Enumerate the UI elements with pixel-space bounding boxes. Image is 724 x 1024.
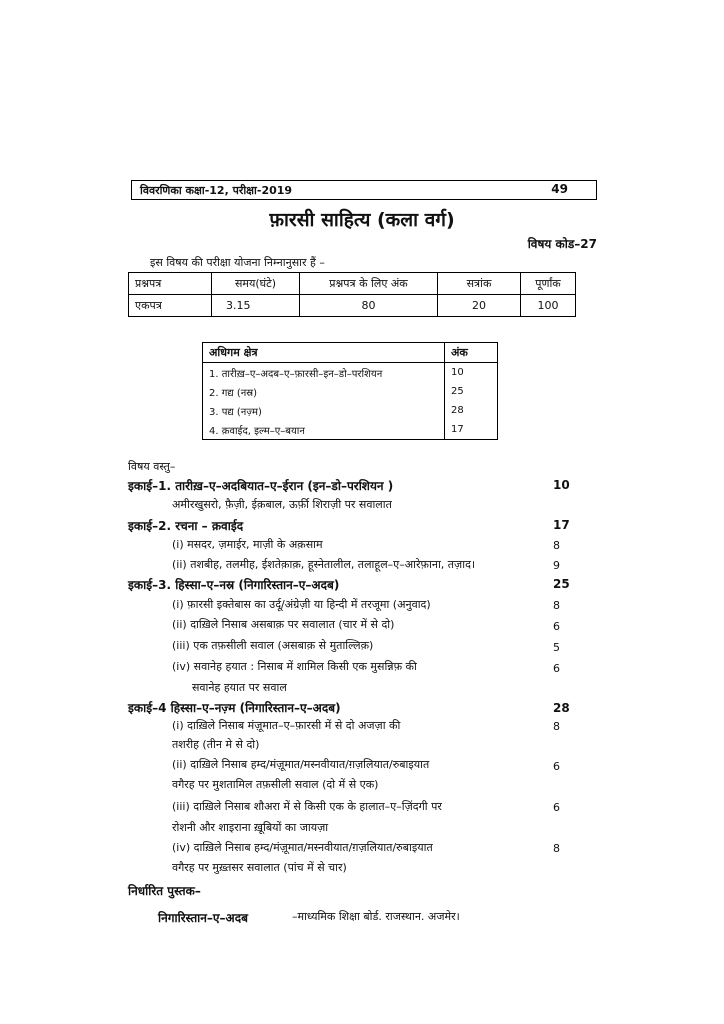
table-cell: 10 [451, 367, 464, 378]
table-cell: 80 [300, 295, 438, 317]
table-cell: समय(घंटे) [212, 273, 300, 295]
unit-2-marks: 17 [553, 518, 570, 532]
unit-1-title: इकाई–1. तारीख़–ए–अदबियात–ए–ईरान (इन–डो–परशियन ) [128, 479, 394, 493]
item-marks: 8 [553, 842, 560, 855]
unit-4-item: (iv) दाख़िले निसाब हम्द/मंज़ूमात/मस्नवीयात/ग़ज़लियात/रुबाइयात [172, 841, 433, 854]
table-cell: 3.15 [212, 295, 300, 317]
unit-3-item: (i) फ़ारसी इक्तेबास का उर्दू/अंग्रेज़ी या हिन्दी में तरजूमा (अनुवाद) [172, 598, 431, 611]
item-marks: 6 [553, 620, 560, 633]
page-title: फ़ारसी साहित्य (कला वर्ग) [269, 209, 455, 231]
page-number: 49 [551, 182, 568, 196]
unit-4-title: इकाई–4 हिस्सा–ए–नज़्म (निगारिस्तान–ए–अदब) [128, 701, 341, 715]
item-marks: 9 [553, 559, 560, 572]
unit-4-item: (ii) दाख़िले निसाब हम्द/मंज़ूमात/मस्नवीयात/ग़ज़लियात/रुबाइयात [172, 758, 430, 771]
table-header-row [203, 343, 498, 363]
unit-2-item: (ii) तशबीह, तलमीह, ईशतेक़ाक़, हूस्नेतालील, तलाहूल–ए–आरेफ़ाना, तज़ाद। [172, 558, 476, 571]
table-cell: 1. तारीख़–ए–अदब–ए–फ़ारसी–इन–डो–परशियन [203, 363, 445, 383]
table-cell: 17 [451, 424, 464, 435]
unit-4-item-cont: रोशनी और शाइराना ख़ूबियों का जायज़ा [172, 821, 329, 834]
table-row [203, 382, 498, 401]
unit-3-title: इकाई–3. हिस्सा–ए–नस्र (निगारिस्तान–ए–अदब) [128, 578, 340, 592]
unit-3-marks: 25 [553, 577, 570, 591]
table-cell: अधिगम क्षेत्र [203, 343, 445, 363]
subject-code: विषय कोड–27 [527, 237, 597, 251]
book-publisher: –माध्यमिक शिक्षा बोर्ड. राजस्थान. अजमेर। [292, 910, 460, 923]
unit-4-marks: 28 [553, 701, 570, 715]
learning-areas-table [202, 342, 498, 440]
unit-3-item: (iii) एक तफ़सीली सवाल (असबाक़ से मुताल्लिक़) [172, 639, 374, 652]
header-title: विवरणिका कक्षा-12, परीक्षा-2019 [140, 184, 293, 197]
table-cell: एकपत्र [129, 295, 212, 317]
item-marks: 6 [553, 760, 560, 773]
page-header [131, 180, 597, 200]
table-header-row [129, 273, 576, 295]
table-cell: प्रश्नपत्र [129, 273, 212, 295]
table-row [203, 420, 498, 440]
table-row [203, 401, 498, 420]
item-marks: 5 [553, 641, 560, 654]
table-cell: 2. गद्य (नस्र) [203, 382, 445, 401]
unit-3-item: (ii) दाख़िले निसाब असबाक़ पर सवालात (चार में से दो) [172, 618, 395, 631]
unit-3-item: (iv) सवानेह हयात : निसाब में शामिल किसी एक मुसन्निफ़ की [172, 660, 417, 673]
table-cell: 3. पद्य (नज़्म) [203, 401, 445, 420]
item-marks: 6 [553, 662, 560, 675]
table-cell: 4. क़वाईद, इल्म–ए–बयान [203, 420, 445, 440]
unit-3-item-cont: सवानेह हयात पर सवाल [192, 681, 287, 694]
item-marks: 8 [553, 720, 560, 733]
table-cell: 100 [521, 295, 576, 317]
unit-2-title: इकाई–2. रचना – क़वाईद [128, 519, 244, 533]
table-cell: 20 [438, 295, 521, 317]
book-title: निगारिस्तान–ए–अदब [158, 911, 248, 925]
item-marks: 6 [553, 801, 560, 814]
table-cell: 25 [451, 386, 464, 397]
books-heading: निर्धारित पुस्तक– [128, 884, 201, 898]
unit-1-text: अमीरखुसरो, फ़ैज़ी, ईक़बाल, ऊर्फ़ी शिराज़ी पर सवालात [172, 498, 392, 511]
table-cell: अंक [445, 343, 498, 363]
item-marks: 8 [553, 599, 560, 612]
item-marks: 8 [553, 539, 560, 552]
exam-scheme-table [128, 272, 576, 317]
table-cell: पूर्णांक [521, 273, 576, 295]
table-cell: 28 [451, 405, 464, 416]
unit-4-item-cont: वगैरह पर मुशतामिल तफ़सीली सवाल (दो में से एक) [172, 778, 379, 791]
table-cell: सत्रांक [438, 273, 521, 295]
table-row [129, 295, 576, 317]
content-heading: विषय वस्तु– [128, 460, 176, 473]
unit-2-item: (i) मसदर, ज़माईर, माज़ी के अक़साम [172, 538, 323, 551]
table-cell: प्रश्नपत्र के लिए अंक [300, 273, 438, 295]
table-row [203, 363, 498, 383]
unit-1-marks: 10 [553, 478, 570, 492]
unit-4-item: (iii) दाख़िले निसाब शौअरा में से किसी एक के हालात–ए–ज़िंदगी पर [172, 800, 442, 813]
unit-4-item: (i) दाख़िले निसाब मंज़ूमात–ए–फ़ारसी में से दो अजज़ा की [172, 719, 401, 732]
unit-4-item-cont: वगैरह पर मुख़्तसर सवालात (पांच में से चार) [172, 861, 347, 874]
intro-text: इस विषय की परीक्षा योजना निम्नानुसार हैं – [150, 256, 325, 269]
unit-4-item-cont: तशरीह (तीन मे से दो) [172, 738, 260, 751]
